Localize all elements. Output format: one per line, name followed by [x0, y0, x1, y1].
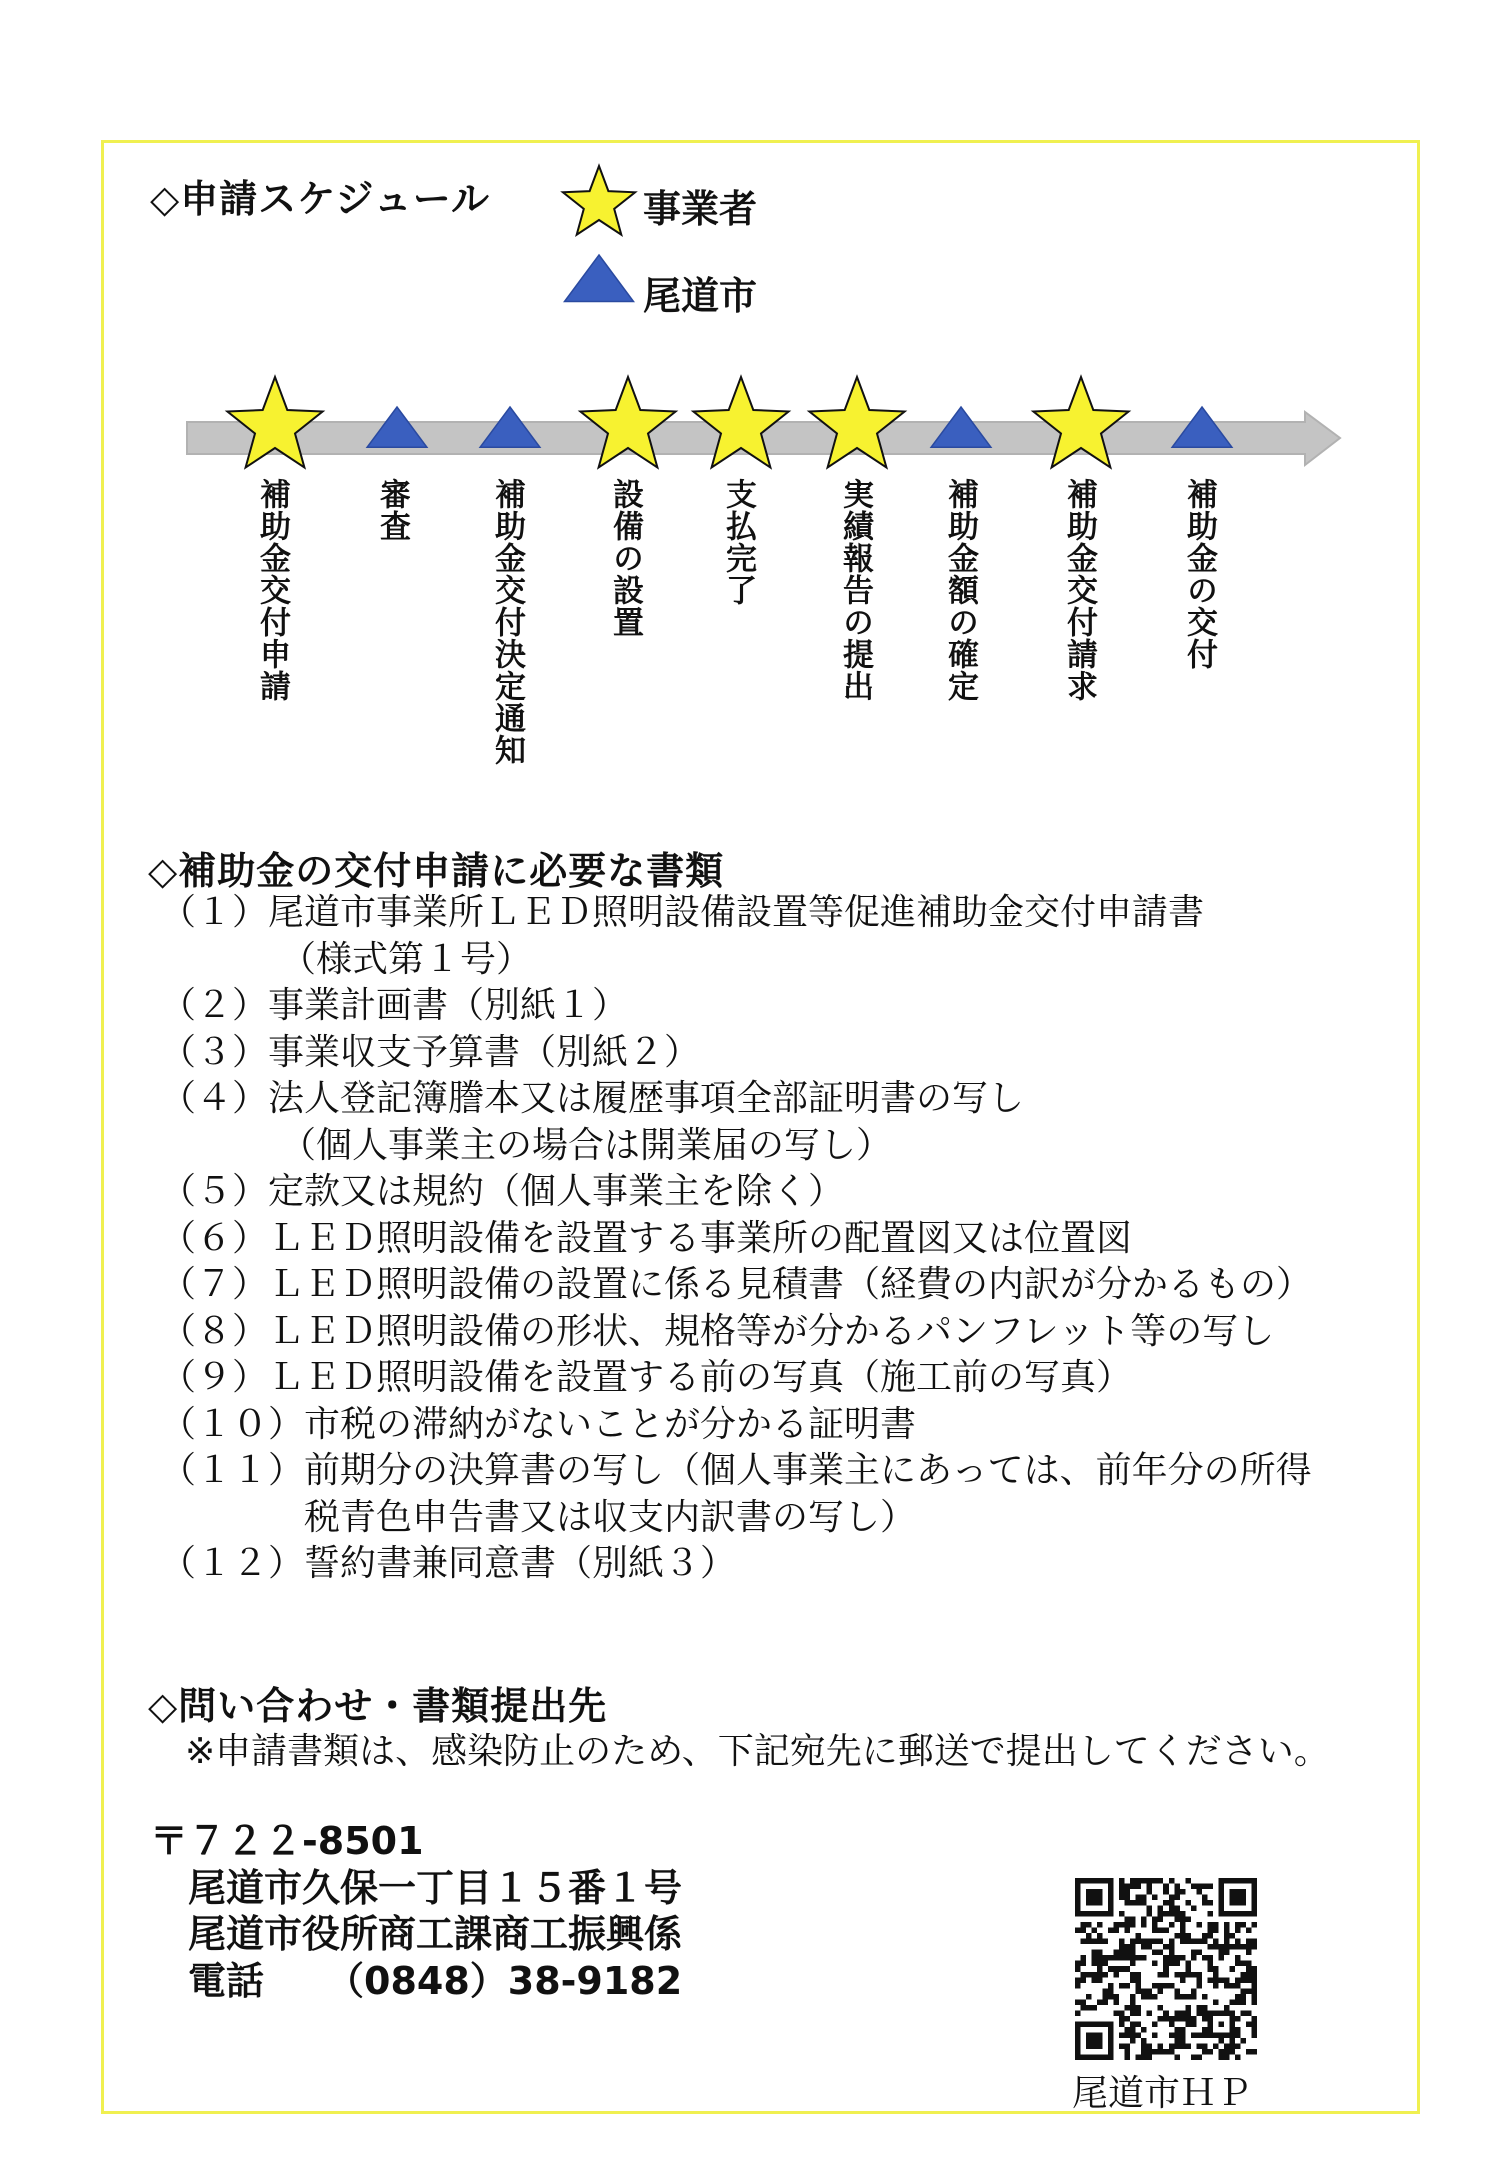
contact-address-block [150, 1818, 682, 2004]
item-text: 誓約書兼同意書（別紙３） [304, 1543, 737, 1584]
list-item [160, 1448, 1410, 1541]
item-text: 事業収支予算書（別紙２） [268, 1031, 701, 1073]
item-number: （９） [160, 1357, 269, 1398]
list-item [160, 1541, 1410, 1588]
schedule-timeline [0, 0, 1500, 820]
phone-number[interactable]: （0848）38-9182 [326, 1958, 683, 2003]
documents-heading: ◇補助金の交付申請に必要な書類 [148, 849, 725, 893]
item-text: ＬＥＤ照明設備を設置する事業所の配置図又は位置図 [268, 1217, 1133, 1259]
list-item [160, 1355, 1410, 1402]
item-text: ＬＥＤ照明設備の形状、規格等が分かるパンフレット等の写し [268, 1310, 1275, 1352]
item-number: （３） [160, 1031, 269, 1073]
postal-code: 〒７２２-8501 [150, 1819, 424, 1863]
item-number: （１０） [160, 1403, 305, 1445]
list-item [160, 1169, 1410, 1216]
item-text: 事業計画書（別紙１） [268, 985, 629, 1026]
step-label-claim: 補助金交付請求 [1061, 478, 1097, 702]
step-label-grant: 補助金の交付 [1181, 478, 1217, 670]
list-item [160, 1030, 1410, 1077]
documents-list [160, 890, 1410, 1588]
item-text: 定款又は規約（個人事業主を除く） [268, 1171, 845, 1212]
item-number: （１２） [160, 1543, 305, 1584]
step-label-payment: 支払完了 [720, 478, 756, 606]
item-number: （１） [160, 892, 269, 933]
list-item [160, 1216, 1410, 1263]
item-number: （２） [160, 985, 269, 1026]
contact-heading: ◇問い合わせ・書類提出先 [148, 1684, 608, 1728]
step-label-application: 補助金交付申請 [254, 478, 290, 702]
legend-label-business: 事業者 [643, 187, 758, 231]
step-label-review: 審査 [374, 478, 410, 542]
list-item [160, 1309, 1410, 1356]
item-subtext: （個人事業主の場合は開業届の写し） [280, 1124, 893, 1166]
item-number: （８） [160, 1310, 269, 1352]
item-text: 尾道市事業所ＬＥＤ照明設備設置等促進補助金交付申請書 [268, 892, 1205, 933]
list-item [160, 1262, 1410, 1309]
item-text: 法人登記簿謄本又は履歴事項全部証明書の写し [268, 1078, 1025, 1119]
item-number: （４） [160, 1078, 269, 1119]
qr-code[interactable] [1075, 1878, 1257, 2060]
qr-caption: 尾道市ＨＰ [1072, 2073, 1253, 2114]
item-text: 市税の滞納がないことが分かる証明書 [304, 1403, 917, 1445]
item-number: （６） [160, 1217, 269, 1259]
contact-note: ※申請書類は、感染防止のため、下記宛先に郵送で提出してください。 [185, 1731, 1330, 1772]
item-number: （７） [160, 1264, 269, 1305]
phone-label: 電話 [188, 1958, 265, 2003]
item-text: ＬＥＤ照明設備を設置する前の写真（施工前の写真） [268, 1357, 1133, 1398]
legend-triangle-icon [565, 255, 634, 302]
street-address: 尾道市久保一丁目１５番１号 [188, 1865, 683, 1910]
legend-star-icon [563, 166, 635, 235]
item-subtext: （様式第１号） [280, 938, 533, 980]
item-number: （１１） [160, 1450, 305, 1491]
legend-label-city: 尾道市 [643, 274, 758, 318]
item-number: （５） [160, 1171, 269, 1212]
list-item [160, 890, 1410, 937]
step-label-decision-notice: 補助金交付決定通知 [489, 478, 525, 766]
phone-line [150, 1958, 682, 2005]
item-text: ＬＥＤ照明設備の設置に係る見積書（経費の内訳が分かるもの） [268, 1264, 1313, 1305]
office-name: 尾道市役所商工課商工振興係 [188, 1912, 683, 1956]
list-item [160, 1402, 1410, 1449]
schedule-heading: ◇申請スケジュール [150, 177, 490, 221]
list-item [160, 983, 1410, 1030]
item-text: 前期分の決算書の写し（個人事業主にあっては、前年分の所得税青色申告書又は収支内訳書の写し） [304, 1450, 1312, 1538]
step-label-amount-confirmation: 補助金額の確定 [942, 478, 978, 702]
list-item [160, 1076, 1410, 1123]
step-label-report: 実績報告の提出 [837, 478, 873, 702]
step-label-installation: 設備の設置 [607, 478, 643, 638]
